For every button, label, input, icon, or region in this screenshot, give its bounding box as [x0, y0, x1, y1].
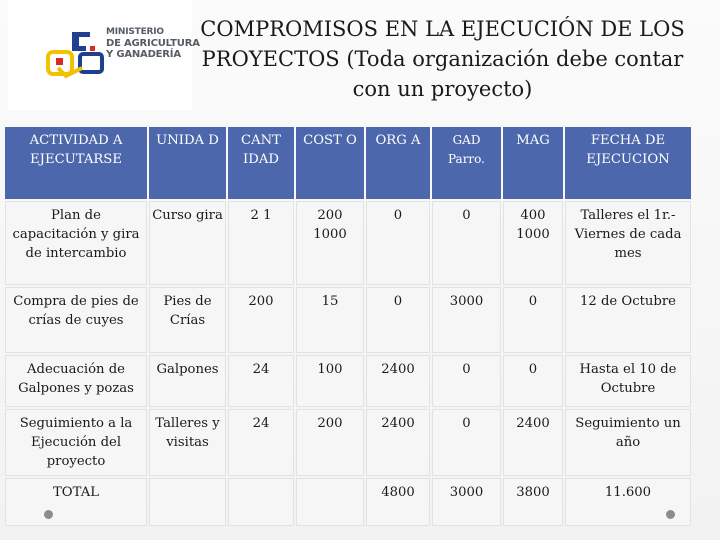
cell-gad: 0 [432, 355, 501, 407]
decorative-dot-right [666, 510, 675, 519]
table-row [5, 287, 691, 353]
cell-gad: 0 [432, 409, 501, 476]
cell-quantity: 24 [228, 409, 294, 476]
cell-unit [149, 478, 226, 526]
cell-activity: Seguimiento a la Ejecución del proyecto [5, 409, 147, 476]
cell-mag: 0 [503, 287, 563, 353]
table-header-row [5, 127, 691, 199]
cell-organization: 2400 [366, 355, 430, 407]
cell-mag: 3800 [503, 478, 563, 526]
header-gad: GAD Parro. [432, 127, 501, 199]
cell-cost: 200 1000 [296, 201, 364, 285]
table-row [5, 355, 691, 407]
header-quantity: CANT IDAD [228, 127, 294, 199]
cell-date: 11.600 [565, 478, 691, 526]
header-unit: UNIDA D [149, 127, 226, 199]
cell-quantity [228, 478, 294, 526]
table-row [5, 409, 691, 476]
cell-activity: Adecuación de Galpones y pozas [5, 355, 147, 407]
table-row [5, 201, 691, 285]
logo-line-1: MINISTERIO [106, 27, 164, 37]
header-date: FECHA DE EJECUCION [565, 127, 691, 199]
cell-cost [296, 478, 364, 526]
logo [8, 0, 200, 110]
cell-quantity: 200 [228, 287, 294, 353]
cell-activity: Compra de pies de crías de cuyes [5, 287, 147, 353]
cell-quantity: 2 1 [228, 201, 294, 285]
logo-line-2: DE AGRICULTURA [106, 38, 200, 49]
header-mag: MAG [503, 127, 563, 199]
cell-date: Seguimiento un año [565, 409, 691, 476]
header-organization: ORG A [366, 127, 430, 199]
cell-organization: 2400 [366, 409, 430, 476]
cell-organization: 4800 [366, 478, 430, 526]
cell-total-label: TOTAL [5, 478, 147, 526]
logo-line-3: Y GANADERÍA [106, 49, 181, 60]
cell-activity: Plan de capacitación y gira de intercambio [5, 201, 147, 285]
header-activity: ACTIVIDAD A EJECUTARSE [5, 127, 147, 199]
cell-date: 12 de Octubre [565, 287, 691, 353]
ministry-logo-icon [46, 28, 106, 82]
cell-cost: 200 [296, 409, 364, 476]
page-title: COMPROMISOS EN LA EJECUCIÓN DE LOS PROYECTOS (Toda organización debe contar con un proyecto) [200, 17, 685, 101]
cell-mag: 0 [503, 355, 563, 407]
decorative-dot-left [44, 510, 53, 519]
cell-gad: 3000 [432, 287, 501, 353]
cell-organization: 0 [366, 201, 430, 285]
cell-cost: 15 [296, 287, 364, 353]
cell-mag: 400 1000 [503, 201, 563, 285]
cell-unit: Talleres y visitas [149, 409, 226, 476]
cell-unit: Galpones [149, 355, 226, 407]
cell-mag: 2400 [503, 409, 563, 476]
cell-date: Hasta el 10 de Octubre [565, 355, 691, 407]
cell-organization: 0 [366, 287, 430, 353]
cell-date: Talleres el 1r.- Viernes de cada mes [565, 201, 691, 285]
cell-quantity: 24 [228, 355, 294, 407]
cell-unit: Pies de Crías [149, 287, 226, 353]
cell-unit: Curso gira [149, 201, 226, 285]
commitments-table [3, 125, 693, 528]
header-cost: COST O [296, 127, 364, 199]
cell-gad: 0 [432, 201, 501, 285]
cell-gad: 3000 [432, 478, 501, 526]
table-row-total [5, 478, 691, 526]
cell-cost: 100 [296, 355, 364, 407]
